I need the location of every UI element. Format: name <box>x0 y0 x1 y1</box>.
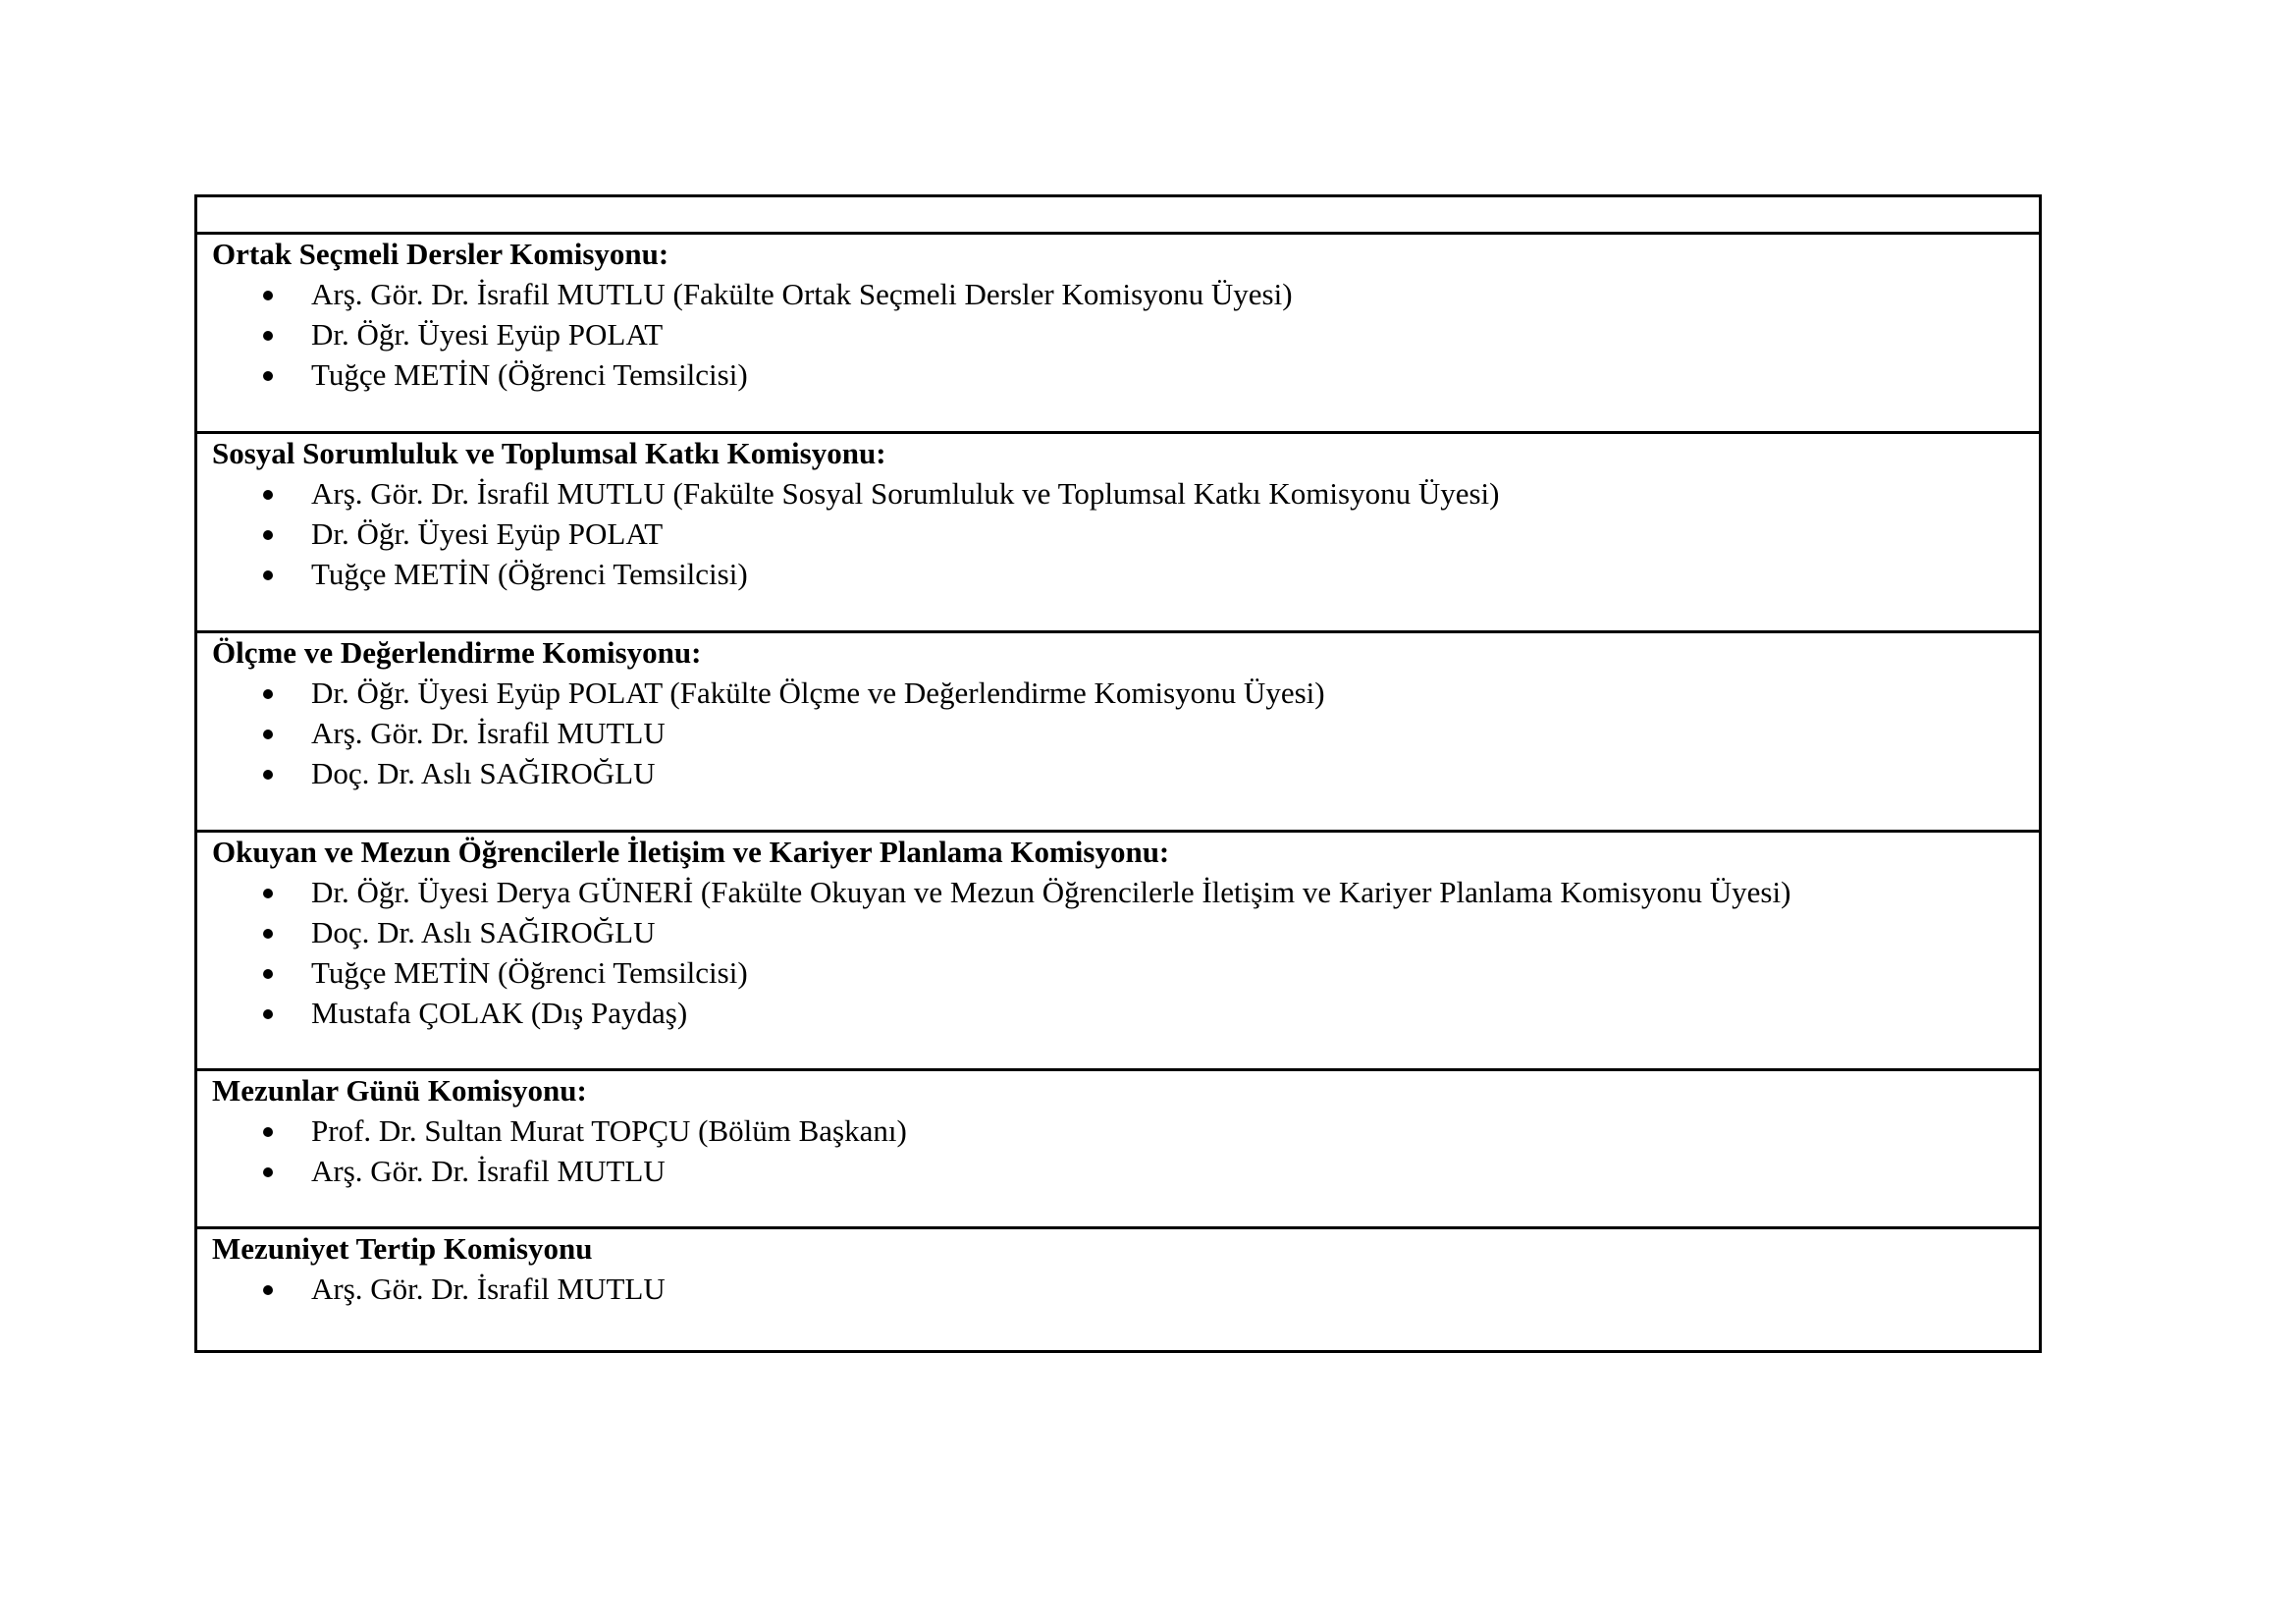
member-item <box>212 1110 2039 1151</box>
member-item <box>212 354 2039 395</box>
member-name: Dr. Öğr. Üyesi Eyüp POLAT (Fakülte Ölçme ve Değerlendirme Komisyonu Üyesi) <box>311 676 1325 710</box>
member-name: Arş. Gör. Dr. İsrafil MUTLU <box>311 1154 666 1188</box>
bullet-icon <box>263 730 273 739</box>
member-item <box>212 952 2039 993</box>
member-list <box>212 673 2039 793</box>
member-list <box>212 1269 2039 1309</box>
member-item <box>212 713 2039 753</box>
committee-title: Sosyal Sorumluluk ve Toplumsal Katkı Komisyonu: <box>212 436 886 470</box>
bullet-icon <box>263 490 273 500</box>
member-item <box>212 872 2039 912</box>
member-name: Arş. Gör. Dr. İsrafil MUTLU <box>311 716 666 750</box>
member-list <box>212 473 2039 594</box>
committee-table <box>194 194 2042 1353</box>
bullet-icon <box>263 1285 273 1295</box>
committee-section <box>197 633 2039 833</box>
committee-section <box>197 1229 2039 1350</box>
bullet-icon <box>263 1167 273 1177</box>
member-item <box>212 1269 2039 1309</box>
bullet-icon <box>263 929 273 939</box>
member-list <box>212 274 2039 395</box>
member-name: Prof. Dr. Sultan Murat TOPÇU (Bölüm Başkanı) <box>311 1113 907 1148</box>
member-name: Tuğçe METİN (Öğrenci Temsilcisi) <box>311 357 748 392</box>
committee-section <box>197 235 2039 434</box>
table-header-row <box>197 197 2039 235</box>
bullet-icon <box>263 291 273 300</box>
member-name: Arş. Gör. Dr. İsrafil MUTLU <box>311 1272 666 1306</box>
member-list <box>212 872 2039 1033</box>
member-item <box>212 514 2039 554</box>
member-item <box>212 554 2039 594</box>
member-item <box>212 473 2039 514</box>
bullet-icon <box>263 969 273 979</box>
member-name: Dr. Öğr. Üyesi Derya GÜNERİ (Fakülte Okuyan ve Mezun Öğrencilerle İletişim ve Kariyer Planlama Komisyonu Üyesi) <box>311 875 1791 909</box>
bullet-icon <box>263 331 273 341</box>
member-item <box>212 274 2039 314</box>
member-name: Doç. Dr. Aslı SAĞIROĞLU <box>311 756 656 790</box>
committee-section <box>197 434 2039 633</box>
committee-title: Ölçme ve Değerlendirme Komisyonu: <box>212 635 702 670</box>
member-name: Mustafa ÇOLAK (Dış Paydaş) <box>311 996 688 1030</box>
bullet-icon <box>263 1009 273 1019</box>
bullet-icon <box>263 570 273 580</box>
bullet-icon <box>263 530 273 540</box>
bullet-icon <box>263 689 273 699</box>
member-item <box>212 912 2039 952</box>
bullet-icon <box>263 770 273 780</box>
member-item <box>212 314 2039 354</box>
member-name: Doç. Dr. Aslı SAĞIROĞLU <box>311 915 656 949</box>
member-name: Dr. Öğr. Üyesi Eyüp POLAT <box>311 516 664 551</box>
member-item <box>212 673 2039 713</box>
member-item <box>212 1151 2039 1191</box>
bullet-icon <box>263 371 273 381</box>
member-list <box>212 1110 2039 1191</box>
member-name: Tuğçe METİN (Öğrenci Temsilcisi) <box>311 955 748 990</box>
committee-section <box>197 1071 2039 1229</box>
member-name: Arş. Gör. Dr. İsrafil MUTLU (Fakülte Ortak Seçmeli Dersler Komisyonu Üyesi) <box>311 277 1293 311</box>
committee-title: Ortak Seçmeli Dersler Komisyonu: <box>212 237 669 271</box>
committee-title: Mezuniyet Tertip Komisyonu <box>212 1231 593 1266</box>
bullet-icon <box>263 889 273 898</box>
member-name: Dr. Öğr. Üyesi Eyüp POLAT <box>311 317 664 352</box>
member-item <box>212 993 2039 1033</box>
committee-title: Mezunlar Günü Komisyonu: <box>212 1073 587 1108</box>
bullet-icon <box>263 1127 273 1137</box>
member-item <box>212 753 2039 793</box>
member-name: Arş. Gör. Dr. İsrafil MUTLU (Fakülte Sosyal Sorumluluk ve Toplumsal Katkı Komisyonu Üyesi) <box>311 476 1500 511</box>
committee-section <box>197 833 2039 1071</box>
committee-title: Okuyan ve Mezun Öğrencilerle İletişim ve Kariyer Planlama Komisyonu: <box>212 835 1170 869</box>
member-name: Tuğçe METİN (Öğrenci Temsilcisi) <box>311 557 748 591</box>
